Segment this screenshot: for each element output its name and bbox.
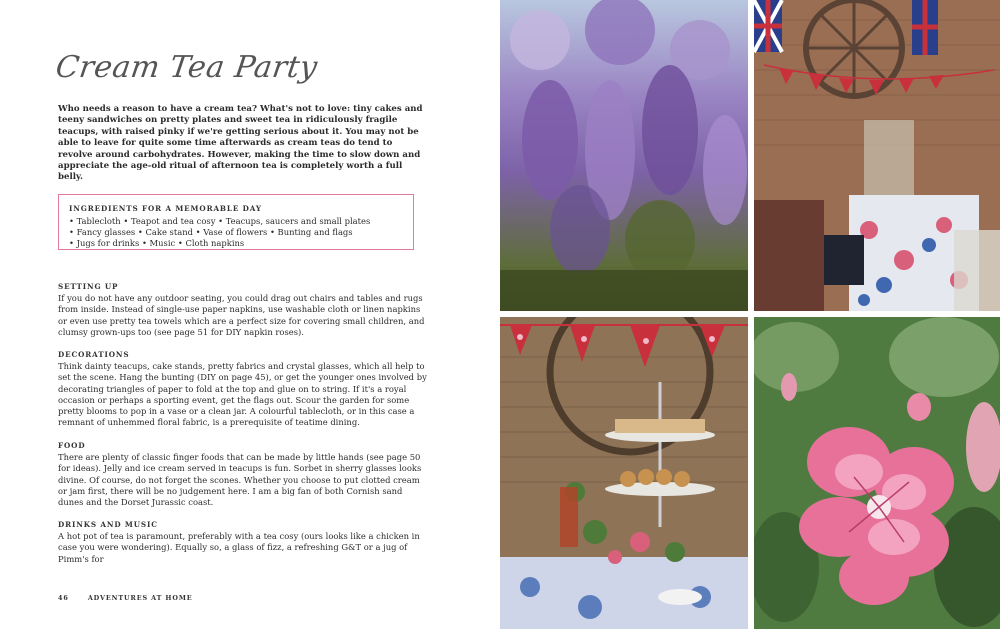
section-body: There are plenty of classic finger foods that can be made by little hands (see page 50 for ideas). Jelly and ice cream served in teacups is fun. Sorbet in sherry glasses looks divine. Of course, do not forget the scones. Whether you choose to put clotted cream or jam first, there will be no judgement here. I am a big fan of both Cornish sand dunes and the Dorset Jurassic coast. (58, 452, 422, 508)
page-number: 46 (58, 594, 69, 602)
section-body: A hot pot of tea is paramount, preferably with a tea cosy (ours looks like a chicken in case you were wondering). Equally so, a glass of fizz, a refreshing G&T or a jug of Pimm's for (58, 531, 420, 564)
section-drinks-music (58, 520, 430, 565)
section-body: Think dainty teacups, cake stands, pretty fabrics and crystal glasses, which all help to set the scene. Hang the bunting (DIY on page 45), or get the younger ones involved by decorating triangles of paper to fold at the top and glue on to string. If it's a royal occasion or perhaps a sporting event, get the flags out. Scour the garden for some pretty blooms to pop in a vase or a clean jar. A colourful tablecloth, or in this case a remnant of unhemmed floral fabric, is a prerequisite of teatime dining. (58, 361, 427, 428)
section-heading: FOOD (58, 441, 86, 450)
intro-paragraph: Who needs a reason to have a cream tea? What's not to love: tiny cakes and teeny sandwiches on pretty plates and sweet tea in ridiculously fragile teacups, with raised pinky if we're getting serious about it. You may not be able to leave for quite some time afterwards as cream teas do tend to revolve around carbohydrates. However, making the time to slow down and appreciate the age-old ritual of afternoon tea is completely worth a full belly. (58, 104, 423, 183)
section-heading: DECORATIONS (58, 350, 130, 359)
page-title: Cream Tea Party (53, 50, 320, 85)
photo-cake-stand (500, 317, 748, 629)
section-food (58, 441, 430, 508)
ingredients-line: • Tablecloth • Teapot and tea cosy • Teacups, saucers and small plates (69, 216, 371, 226)
photo-pink-flower (754, 317, 1000, 629)
section-heading: DRINKS AND MUSIC (58, 520, 158, 529)
ingredients-line: • Jugs for drinks • Music • Cloth napkins (69, 238, 245, 249)
ingredients-heading: INGREDIENTS FOR A MEMORABLE DAY (69, 204, 262, 213)
section-heading: SETTING UP (58, 282, 119, 291)
photo-garden-table (754, 0, 1000, 311)
section-body: If you do not have any outdoor seating, you could drag out chairs and tables and rugs from inside. Instead of single-use paper napkins, use washable cloth or linen napkins or even use pretty tea towels which are a perfect size for covering small children, and clumsy grown-ups too (see page 51 for DIY napkin roses). (58, 293, 425, 337)
ingredients-line: • Fancy glasses • Cake stand • Vase of flowers • Bunting and flags (69, 227, 353, 238)
section-setting-up (58, 282, 430, 338)
section-decorations (58, 350, 430, 429)
page-footer (58, 594, 209, 602)
running-title: ADVENTURES AT HOME (87, 594, 193, 602)
ingredients-box (58, 194, 414, 250)
photo-wisteria (500, 0, 748, 311)
